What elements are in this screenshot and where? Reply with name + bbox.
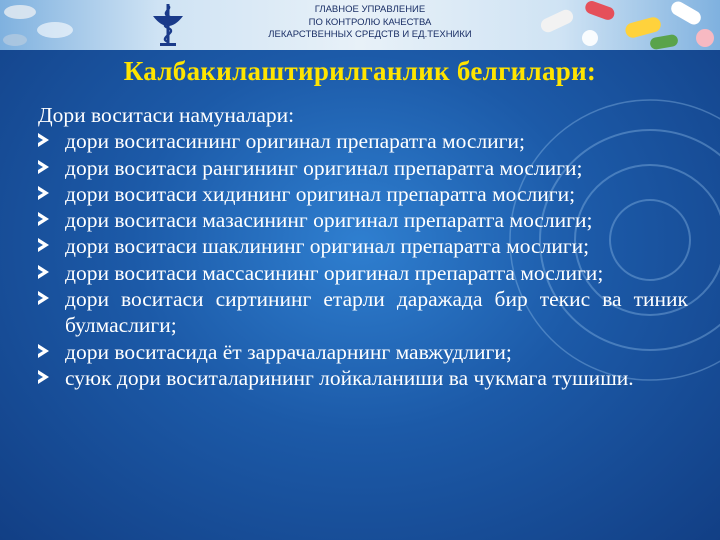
arrowhead-bullet-icon <box>38 212 49 226</box>
list-item: дори воситасининг оригинал препаратга мослиги; <box>38 128 688 154</box>
pills-decoration-left <box>0 0 120 50</box>
arrowhead-bullet-icon <box>38 238 49 252</box>
list-item: дори воситаси сиртининг етарли даражада бир текис ва тиник булмаслиги; <box>38 286 688 339</box>
list-item: дори воситаси рангининг оригинал препаратга мослиги; <box>38 155 688 181</box>
arrowhead-bullet-icon <box>38 160 49 174</box>
criteria-list <box>38 128 688 391</box>
arrowhead-bullet-icon <box>38 291 49 305</box>
organization-name: ГЛАВНОЕ УПРАВЛЕНИЕ ПО КОНТРОЛЮ КАЧЕСТВА ЛЕКАРСТВЕННЫХ СРЕДСТВ И ЕД.ТЕХНИКИ <box>268 4 472 40</box>
slide-title: Калбакилаштирилганлик белгилари: <box>123 56 597 86</box>
list-item: суюк дори воситаларининг лойкаланиши ва чукмага тушиши. <box>38 365 688 391</box>
slide-content <box>38 102 688 391</box>
list-item: дори воситаси массасининг оригинал препаратга мослиги; <box>38 260 688 286</box>
list-item: дори воситаси хидининг оригинал препаратга мослиги; <box>38 181 688 207</box>
bowl-of-hygieia-icon <box>143 2 193 48</box>
pills-decoration <box>530 0 720 50</box>
arrowhead-bullet-icon <box>38 370 49 384</box>
arrowhead-bullet-icon <box>38 344 49 358</box>
arrowhead-bullet-icon <box>38 186 49 200</box>
slide-header <box>0 0 720 50</box>
arrowhead-bullet-icon <box>38 265 49 279</box>
arrowhead-bullet-icon <box>38 133 49 147</box>
list-item: дори воситаси мазасининг оригинал препаратга мослиги; <box>38 207 688 233</box>
list-item: дори воситасида ёт заррачаларнинг мавжудлиги; <box>38 339 688 365</box>
intro-line: Дори воситаси намуналари: <box>38 103 295 127</box>
list-item: дори воситаси шаклининг оригинал препаратга мослиги; <box>38 233 688 259</box>
